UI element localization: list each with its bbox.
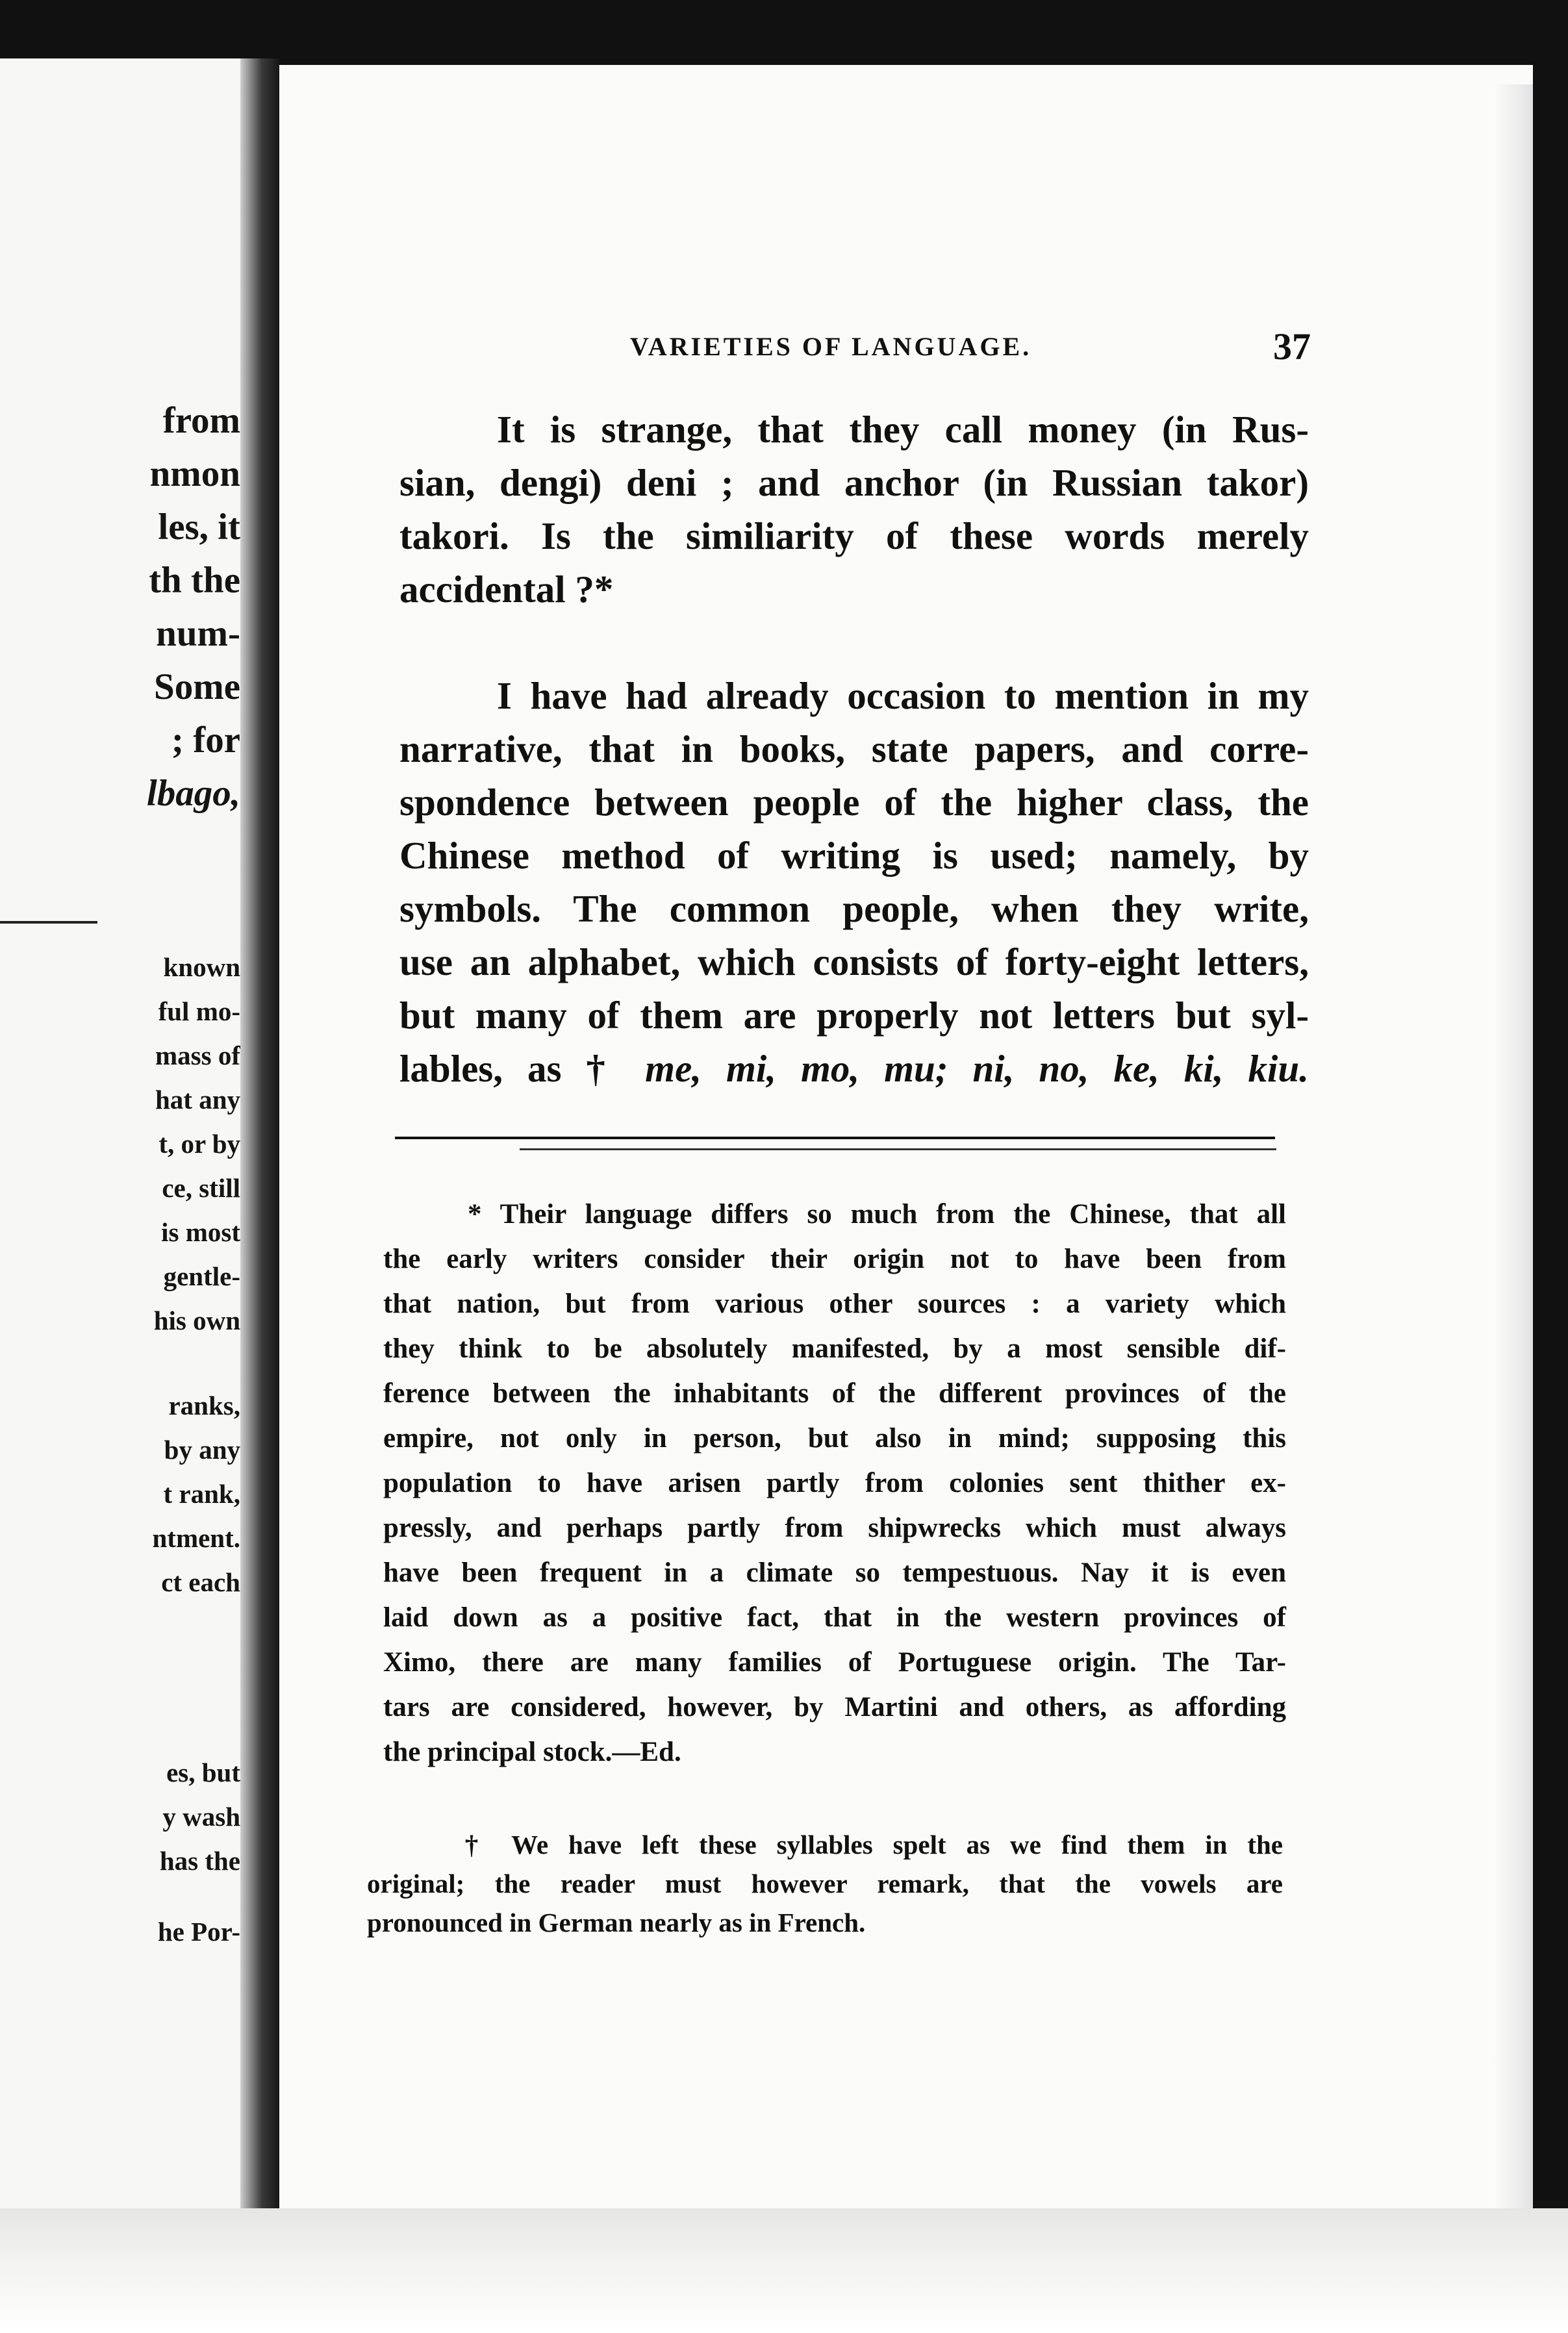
footnote-line: laid down as a positive fact, that in the western provinces of <box>383 1602 1286 1633</box>
left-footnote-line: his own <box>153 1305 240 1335</box>
footnote-line: empire, not only in person, but also in mind; supposing this <box>383 1423 1286 1454</box>
footnote-line: Ximo, there are many families of Portuguese origin. The Tar- <box>383 1647 1286 1678</box>
footnote <box>367 1825 1283 1942</box>
left-footnote-line: hat any <box>155 1085 240 1115</box>
left-text-line: num- <box>156 613 240 654</box>
page-bottom-margin <box>0 2208 1568 2333</box>
text-line-content: It is strange, that they call money (in Rus- <box>497 408 1309 451</box>
left-footnote-line: by any <box>164 1435 240 1465</box>
book-gutter-shadow <box>240 58 279 2293</box>
left-footnote-line: ntment. <box>152 1523 240 1553</box>
paragraph <box>399 403 1309 616</box>
syllable-list: me, mi, mo, mu; ni, no, ke, ki, kiu. <box>645 1047 1309 1090</box>
footnote-line-content: † We have left these syllables spelt as we find them in the <box>451 1830 1283 1860</box>
left-text-line: nmon <box>149 453 240 494</box>
text-line: accidental ?* <box>399 568 614 611</box>
left-footnote-line: y wash <box>162 1802 240 1832</box>
left-text-line: th the <box>149 560 240 601</box>
footnote <box>383 1192 1286 1774</box>
text-line-content: lables, as † <box>399 1047 621 1090</box>
footnote-line: population to have arisen partly from colonies sent thither ex- <box>383 1468 1286 1498</box>
footnote-line: ference between the inhabitants of the different provinces of the <box>383 1378 1286 1409</box>
left-footnote-line: is most <box>161 1217 240 1247</box>
footnote-line: pronounced in German nearly as in French. <box>367 1908 866 1937</box>
left-footnote-line: gentle- <box>163 1261 240 1291</box>
left-text-line: ; for <box>171 720 240 761</box>
text-line <box>399 1042 1309 1095</box>
left-footnote-line: ct each <box>161 1567 240 1597</box>
right-page <box>279 65 1533 2299</box>
left-footnote-line: es, but <box>166 1758 240 1787</box>
left-footnote-line: ce, still <box>162 1173 240 1203</box>
left-footnote-line: ranks, <box>168 1391 240 1420</box>
left-text-line: les, it <box>158 507 240 548</box>
text-line: sian, dengi) deni ; and anchor (in Russian takor) <box>399 461 1309 504</box>
footnote-line: tars are considered, however, by Martini and others, as affording <box>383 1692 1286 1722</box>
text-line <box>399 669 1309 722</box>
footnote-rule <box>520 1148 1276 1150</box>
left-footnote-line: known <box>163 952 240 982</box>
text-line: spondence between people of the higher class, the <box>399 781 1309 824</box>
page-edge-shading <box>1494 84 1533 2286</box>
footnote-line: the principal stock.—Ed. <box>383 1737 681 1767</box>
left-text-line: Some <box>154 666 240 707</box>
left-footnote-line: t, or by <box>158 1129 240 1159</box>
left-footnote-line: has the <box>159 1846 240 1876</box>
text-line: narrative, that in books, state papers, and corre- <box>399 727 1309 770</box>
footnote-line: original; the reader must however remark, that the vowels are <box>367 1869 1283 1898</box>
footnote-line: pressly, and perhaps partly from shipwrecks which must always <box>383 1513 1286 1543</box>
footnote-line: the early writers consider their origin not to have been from <box>383 1244 1286 1274</box>
left-footnote-line: mass of <box>155 1040 240 1070</box>
left-text-line: from <box>162 400 240 441</box>
left-footnote-line: he Por- <box>157 1917 240 1947</box>
text-line-content: I have had already occasion to mention in my <box>497 674 1309 717</box>
left-footnote-line: t rank, <box>163 1479 240 1509</box>
left-footnote-rule <box>0 921 97 924</box>
text-line: takori. Is the similiarity of these words merely <box>399 514 1309 557</box>
footnote-line: that nation, but from various other sources : a variety which <box>383 1289 1286 1319</box>
footnote-line: have been frequent in a climate so tempestuous. Nay it is even <box>383 1557 1286 1588</box>
footnote-line <box>383 1192 1286 1237</box>
left-footnote-line: ful mo- <box>158 996 240 1026</box>
left-text-line: lbago, <box>146 773 240 814</box>
text-line: symbols. The common people, when they write, <box>399 887 1309 930</box>
text-line: use an alphabet, which consists of forty-eight letters, <box>399 940 1309 983</box>
text-line <box>399 403 1309 456</box>
running-head: VARIETIES OF LANGUAGE. <box>630 332 1032 361</box>
text-line: Chinese method of writing is used; namely, by <box>399 834 1309 877</box>
left-page <box>0 58 253 2293</box>
paragraph <box>399 669 1309 1095</box>
text-line: but many of them are properly not letters but syl- <box>399 994 1309 1037</box>
page-number: 37 <box>1273 325 1311 368</box>
footnote-line-content: * Their language differs so much from the Chinese, that all <box>468 1199 1286 1230</box>
footnote-rule <box>395 1137 1275 1139</box>
footnote-line <box>367 1825 1283 1864</box>
footnote-line: they think to be absolutely manifested, by a most sensible dif- <box>383 1333 1286 1364</box>
